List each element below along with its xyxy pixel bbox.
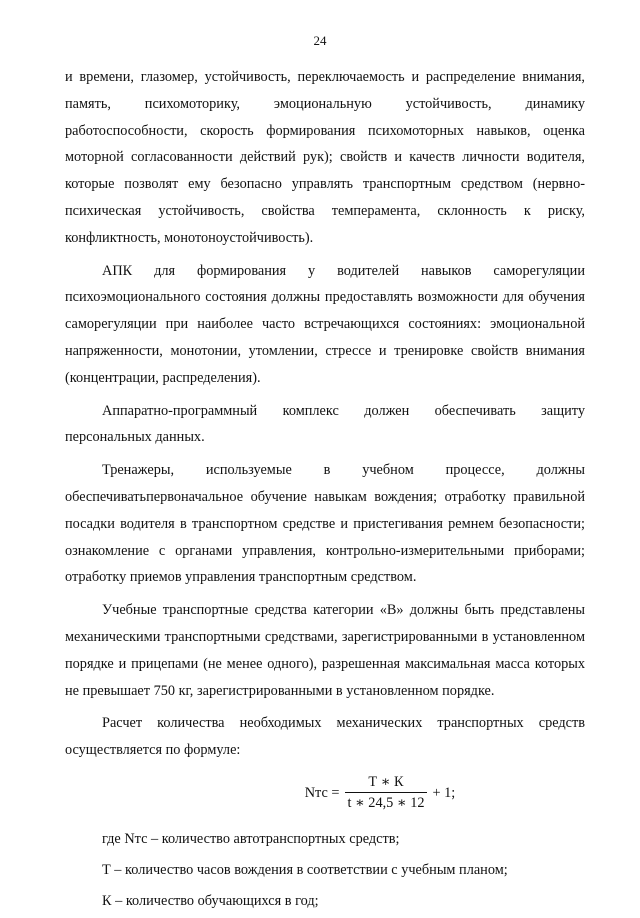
text-line: (концентрации, распределения). [65, 369, 261, 386]
text-line: осуществляется по формуле: [65, 742, 241, 759]
text-line: моторной согласованности действий рук); свойств и качеств личности водителя, [65, 149, 585, 166]
paragraph-apk-self-regulation [65, 258, 585, 392]
text-line: конфликтность, монотоноустойчивость). [65, 229, 314, 246]
document-body [65, 64, 585, 918]
paragraph-data-protection [65, 398, 585, 452]
text-line: АПК для формирования у водителей навыков саморегуляции [102, 262, 585, 279]
vehicle-count-formula [175, 770, 585, 816]
formula-fraction [345, 772, 426, 813]
definition-line: К – количество обучающихся в год; [102, 892, 319, 909]
text-line: психическая устойчивость, свойства темперамента, склонность к риску, [65, 202, 585, 219]
formula-rhs: + 1; [432, 784, 456, 801]
text-line: отработку приемов управления транспортным средством. [65, 569, 417, 586]
text-line: Учебные транспортные средства категории «В» должны быть представлены [102, 602, 585, 619]
text-line: память, психомоторику, эмоциональную устойчивость, динамику [65, 95, 585, 112]
text-line: напряженности, монотонии, утомлении, стрессе и тренировке свойств внимания [65, 342, 585, 359]
text-line: которые позволят ему безопасно управлять транспортным средством (нервно- [65, 176, 585, 193]
definition-line: Т – количество часов вождения в соответствии с учебным планом; [102, 861, 508, 878]
paragraph-training-vehicles [65, 597, 585, 704]
formula-numerator: Т ∗ К [368, 774, 404, 791]
formula-denominator: t ∗ 24,5 ∗ 12 [347, 795, 425, 812]
text-line: посадки водителя в транспортном средстве и пристегивания ремнем безопасности; [65, 515, 585, 532]
text-line: механическими транспортными средствами, зарегистрированными в установленном [65, 628, 585, 645]
text-line: психоэмоционального состояния должны предоставлять возможности для обучения [65, 289, 585, 306]
text-line: не превышает 750 кг, зарегистрированными в установленном порядке. [65, 682, 495, 699]
paragraph-simulators [65, 457, 585, 591]
text-line: саморегуляции при наиболее часто встречающихся состояниях: эмоциональной [65, 316, 585, 333]
definition-line: где Nтс – количество автотранспортных средств; [102, 830, 400, 847]
formula-lhs: Nтс = [304, 784, 340, 801]
text-line: Расчет количества необходимых механических транспортных средств [102, 715, 585, 732]
paragraph-calculation-intro [65, 710, 585, 764]
text-line: работоспособности, скорость формирования психомоторных навыков, оценка [65, 122, 585, 139]
text-line: и времени, глазомер, устойчивость, переключаемость и распределение внимания, [65, 69, 585, 85]
page-number: 24 [313, 33, 327, 48]
text-line: обеспечиватьпервоначальное обучение навыкам вождения; отработку правильной [65, 488, 585, 505]
paragraph-continuation [65, 64, 585, 252]
text-line: персональных данных. [65, 429, 205, 446]
text-line: порядке и прицепами (не менее одного), разрешенная максимальная масса которых [65, 655, 585, 672]
text-line: ознакомление с органами управления, контрольно-измерительными приборами; [65, 542, 585, 559]
text-line: Тренажеры, используемые в учебном процессе, должны [102, 462, 585, 479]
text-line: Аппаратно-программный комплекс должен обеспечивать защиту [102, 402, 585, 419]
